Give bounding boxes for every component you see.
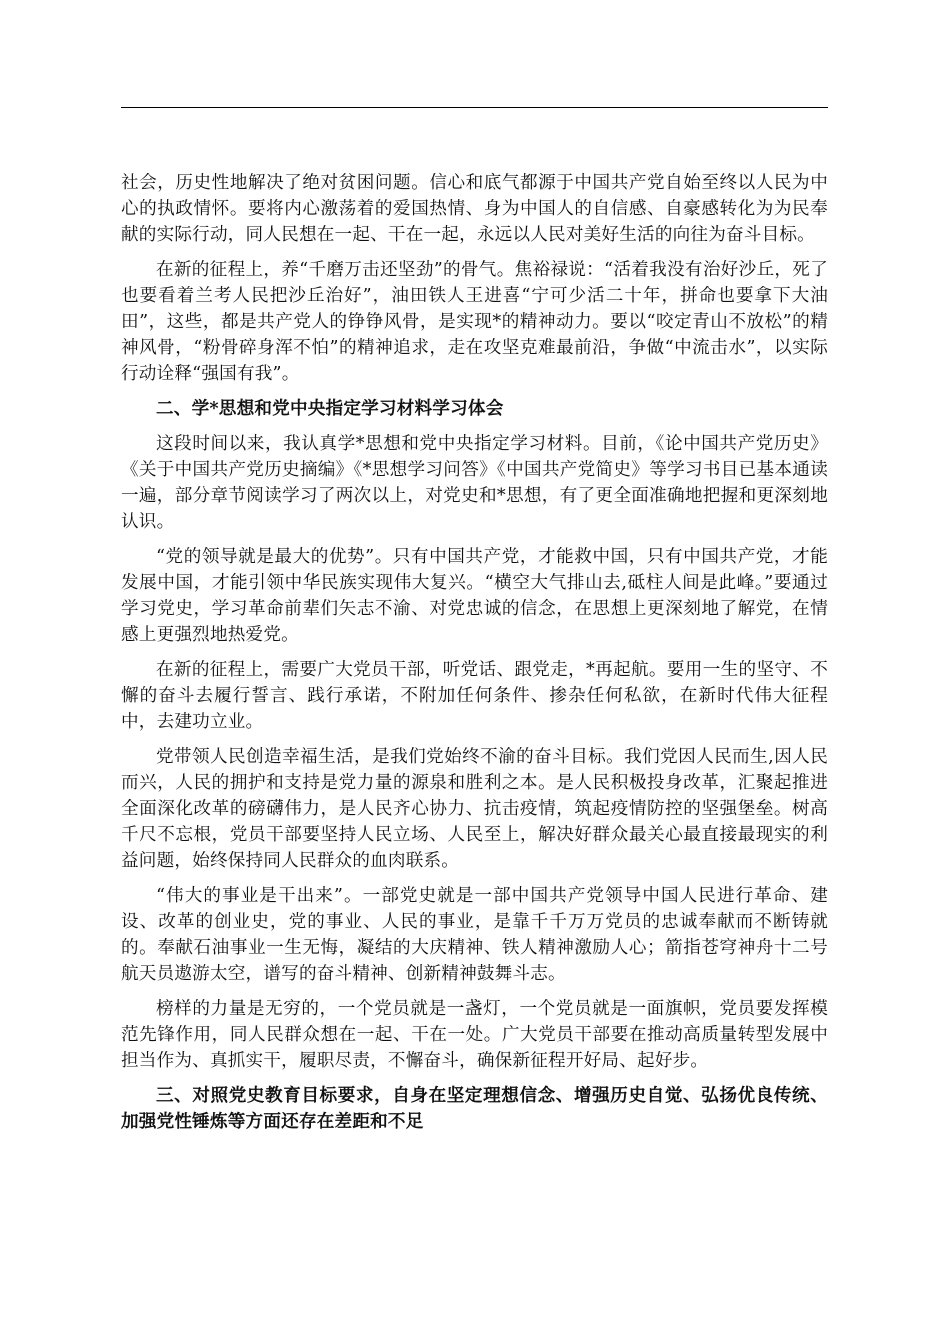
paragraph-people-happiness: 党带领人民创造幸福生活，是我们党始终不渝的奋斗目标。我们党因人民而生,因人民而兴，人民的拥护和支持是党力量的源泉和胜利之本。是人民积极投身改革，汇聚起推进全面深化改革的磅礴伟力，是人民齐心协力、抗击疫情，筑起疫情防控的坚强堡垒。树高千尺不忘根，党员干部要坚持人民立场、人民至上，解决好群众最关心最直接最现实的利益问题，始终保持同人民群众的血肉联系。	[121, 747, 828, 871]
paragraph-poverty-alleviation: 社会，历史性地解决了绝对贫困问题。信心和底气都源于中国共产党自始至终以人民为中心的执政情怀。要将内心激荡着的爱国热情、身为中国人的自信感、自豪感转化为为民奉献的实际行动，同人民想在一起、干在一起，永远以人民对美好生活的向往为奋斗目标。	[121, 173, 828, 245]
paragraph-party-leadership: “党的领导就是最大的优势”。只有中国共产党，才能救中国，只有中国共产党，才能发展中国，才能引领中华民族实现伟大复兴。“横空大气排山去,砥柱人间是此峰。”要通过学习党史，学习革命前辈们矢志不渝、对党忠诚的信念，在思想上更深刻地了解党，在情感上更强烈地热爱党。	[121, 547, 828, 645]
document-body	[121, 170, 828, 1144]
paragraph-study-materials: 这段时间以来，我认真学*思想和党中央指定学习材料。目前，《论中国共产党历史》《关于中国共产党历史摘编》《*思想学习问答》《中国共产党简史》等学习书目已基本通读一遍，部分章节阅读学习了两次以上，对党史和*思想，有了更全面准确地把握和更深刻地认识。	[121, 434, 828, 532]
header-rule	[121, 107, 828, 108]
paragraph-new-journey: 在新的征程上，需要广大党员干部，听党话、跟党走，*再起航。要用一生的坚守、不懈的奋斗去履行誓言、践行承诺，不附加任何条件、掺杂任何私欲，在新时代伟大征程中，去建功立业。	[121, 660, 828, 732]
paragraph-role-models: 榜样的力量是无穷的，一个党员就是一盏灯，一个党员就是一面旗帜，党员要发挥模范先锋作用，同人民群众想在一起、干在一处。广大党员干部要在推动高质量转型发展中担当作为、真抓实干，履职尽责，不懈奋斗，确保新征程开好局、起好步。	[121, 999, 828, 1071]
paragraph-great-cause: “伟大的事业是干出来”。一部党史就是一部中国共产党领导中国人民进行革命、建设、改革的创业史，党的事业、人民的事业，是靠千千万万党员的忠诚奉献而不断铸就的。奉献石油事业一生无悔，凝结的大庆精神、铁人精神激励人心；箭指苍穹神舟十二号航天员遨游太空，谱写的奋斗精神、创新精神鼓舞斗志。	[121, 886, 828, 984]
paragraph-backbone: 在新的征程上，养“千磨万击还坚劲”的骨气。焦裕禄说：“活着我没有治好沙丘，死了也要看着兰考人民把沙丘治好”，油田铁人王进喜“宁可少活二十年，拼命也要拿下大油田”，这些，都是共产党人的铮铮风骨，是实现*的精神动力。要以“咬定青山不放松”的精神风骨，“粉骨碎身浑不怕”的精神追求，走在攻坚克难最前沿，争做“中流击水”，以实际行动诠释“强国有我”。	[121, 260, 828, 384]
section-heading-3: 三、对照党史教育目标要求，自身在坚定理想信念、增强历史自觉、弘扬优良传统、加强党性锤炼等方面还存在差距和不足	[121, 1085, 828, 1132]
section-heading-2: 二、学*思想和党中央指定学习材料学习体会	[156, 398, 504, 419]
